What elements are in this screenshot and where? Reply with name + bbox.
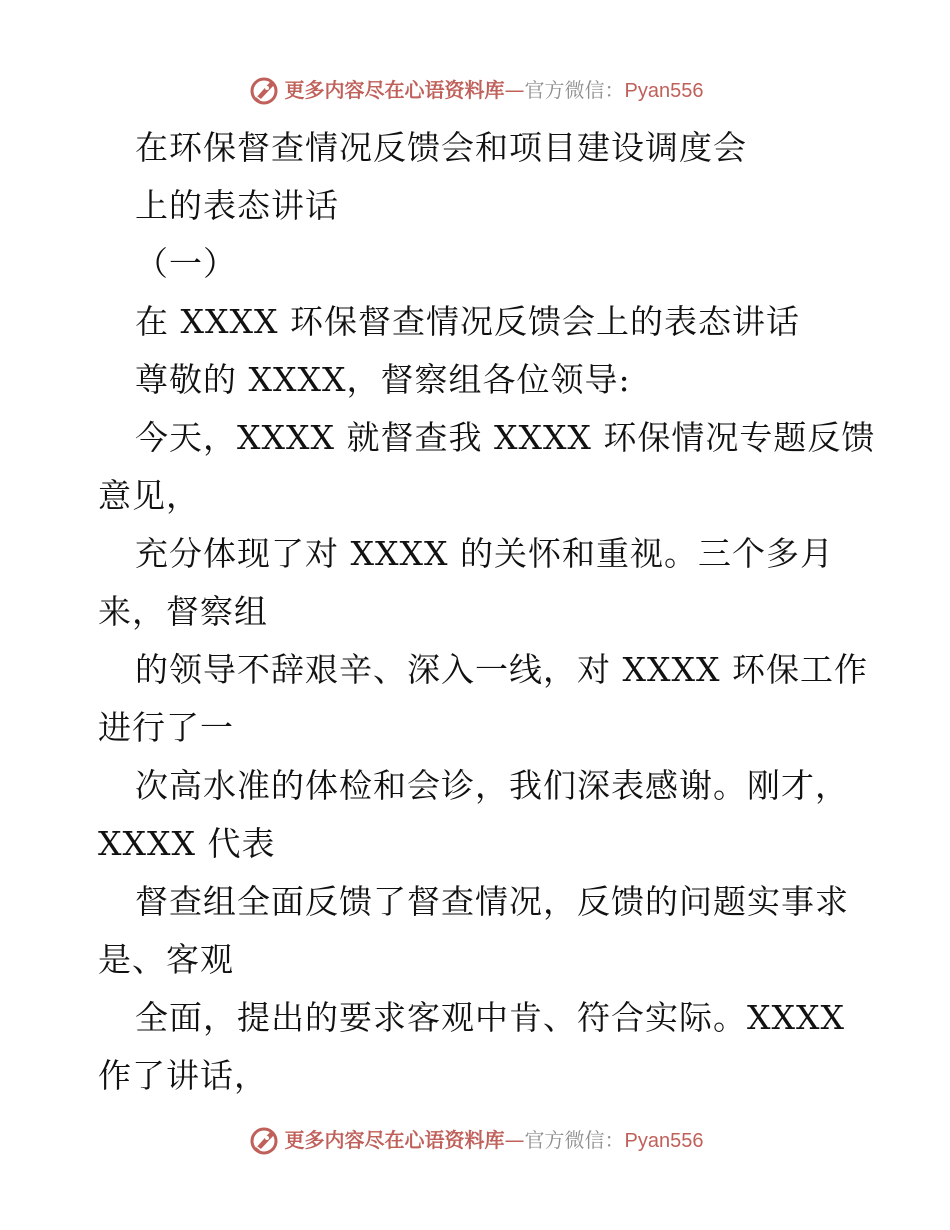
body-line-4: 来，督察组 bbox=[98, 592, 268, 631]
body-line-7: 次高水准的体检和会诊，我们深表感谢。刚才， bbox=[135, 766, 849, 805]
body-line-6: 进行了一 bbox=[98, 708, 234, 747]
doc-title-line-1: 在环保督查情况反馈会和项目建设调度会 bbox=[135, 128, 747, 167]
header-banner bbox=[0, 70, 950, 110]
body-line-3: 充分体现了对 XXXX 的关怀和重视。三个多月 bbox=[135, 534, 834, 573]
banner-text bbox=[285, 1120, 704, 1161]
body-line-8: XXXX 代表 bbox=[98, 824, 276, 863]
banner-text bbox=[285, 70, 704, 111]
body-line-2: 意见， bbox=[98, 476, 200, 515]
section-heading: 在 XXXX 环保督查情况反馈会上的表态讲话 bbox=[135, 302, 800, 341]
footer-banner bbox=[0, 1120, 950, 1160]
doc-title-line-2: 上的表态讲话 bbox=[135, 186, 339, 225]
banner-wechat-id: Pyan556 bbox=[624, 1129, 704, 1152]
body-line-12: 作了讲话， bbox=[98, 1056, 268, 1095]
banner-wechat-label: 官方微信： bbox=[524, 77, 625, 102]
banner-main-text: 更多内容尽在心语资料库 bbox=[284, 77, 505, 102]
body-line-11: 全面，提出的要求客观中肯、符合实际。XXXX bbox=[135, 998, 845, 1037]
body-line-1: 今天，XXXX 就督查我 XXXX 环保情况专题反馈 bbox=[135, 418, 876, 457]
body-line-9: 督查组全面反馈了督查情况，反馈的问题实事求 bbox=[135, 882, 849, 921]
pen-logo-icon bbox=[247, 1123, 281, 1157]
banner-dash: — bbox=[504, 1127, 525, 1152]
pen-logo-icon bbox=[247, 73, 281, 107]
body-line-10: 是、客观 bbox=[98, 940, 234, 979]
salutation: 尊敬的 XXXX，督察组各位领导: bbox=[135, 360, 631, 399]
banner-wechat-label: 官方微信： bbox=[524, 1127, 625, 1152]
section-number: （一） bbox=[135, 244, 237, 283]
body-line-5: 的领导不辞艰辛、深入一线，对 XXXX 环保工作 bbox=[135, 650, 868, 689]
banner-dash: — bbox=[504, 77, 525, 102]
banner-main-text: 更多内容尽在心语资料库 bbox=[284, 1127, 505, 1152]
banner-wechat-id: Pyan556 bbox=[624, 79, 704, 102]
